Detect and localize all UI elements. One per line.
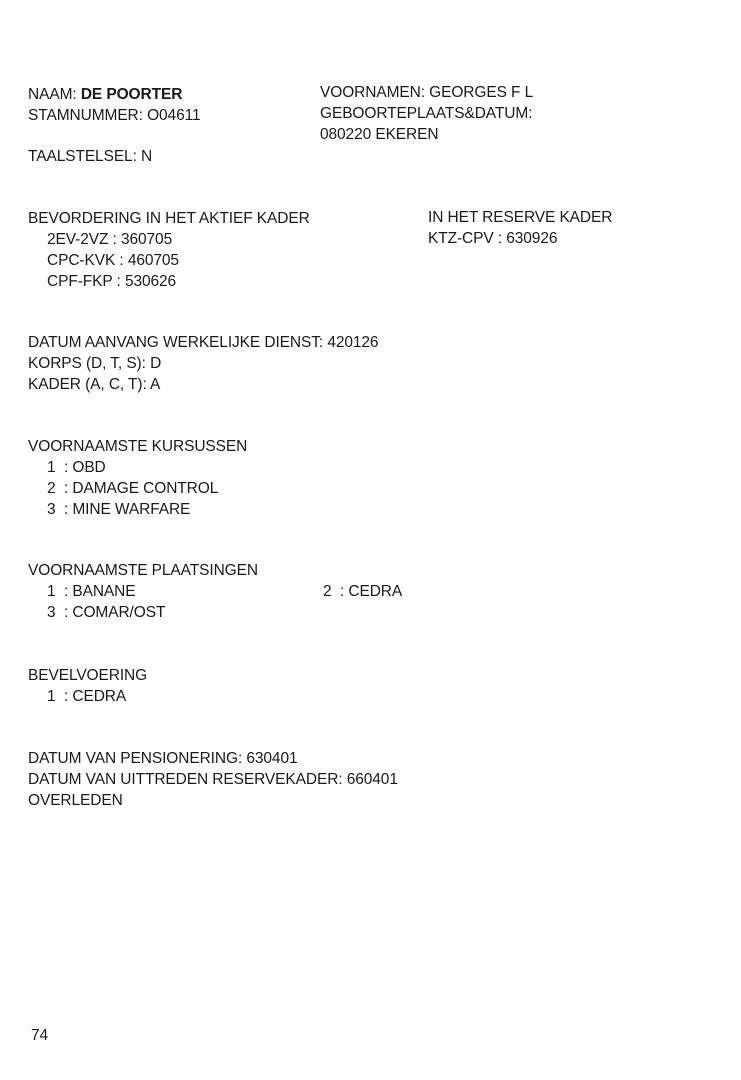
kader-label: KADER (A, C, T):	[28, 376, 147, 393]
plaatsing-num: 1	[47, 583, 56, 600]
bevelvoering-item	[47, 687, 126, 707]
aktief-rank: CPF-FKP	[47, 273, 113, 290]
aktief-item: CPF-FKP : 530626	[47, 273, 177, 290]
plaatsing-name: : COMAR/OST	[63, 604, 166, 621]
voornamen-value: GEORGES F L	[429, 84, 534, 101]
reserve-rank: KTZ-CPV	[428, 230, 494, 247]
taalstelsel-value: N	[141, 148, 153, 165]
reserve-kader-heading: IN HET RESERVE KADER	[428, 209, 613, 226]
kader-value: A	[150, 376, 161, 393]
plaatsing-name: : CEDRA	[339, 583, 403, 600]
taalstelsel-line	[28, 147, 152, 167]
korps-label: KORPS (D, T, S):	[28, 355, 146, 372]
korps-value: D	[150, 355, 162, 372]
aktief-kader-heading: BEVORDERING IN HET AKTIEF KADER	[28, 210, 310, 227]
bevelvoering-heading: BEVELVOERING	[28, 667, 148, 684]
kursus-item	[47, 500, 190, 520]
naam-line	[28, 85, 182, 105]
kursus-item	[47, 479, 218, 499]
naam-value: DE POORTER	[80, 86, 183, 103]
pensionering-line	[28, 749, 298, 769]
plaatsing-num: 2	[323, 583, 332, 600]
kursus-num: 2	[47, 480, 56, 497]
kursussen-heading: VOORNAAMSTE KURSUSSEN	[28, 438, 248, 455]
page-number: 74	[31, 1027, 49, 1044]
uittreden-line	[28, 770, 398, 790]
bevelvoering-num: 1	[47, 688, 56, 705]
bevelvoering-name: : CEDRA	[63, 688, 127, 705]
aktief-date: 460705	[127, 252, 179, 269]
kursus-num: 3	[47, 501, 56, 518]
aktief-date: 530626	[124, 273, 177, 290]
plaatsing-item	[47, 603, 165, 623]
kursus-item	[47, 458, 106, 478]
stamnummer-value: O04611	[147, 107, 201, 124]
korps-line	[28, 354, 161, 374]
naam-label: NAAM:	[28, 86, 77, 103]
aanvang-value: 420126	[327, 334, 379, 351]
kursus-name: : OBD	[63, 459, 106, 476]
plaatsingen-heading: VOORNAAMSTE PLAATSINGEN	[28, 562, 258, 579]
aktief-rank: CPC-KVK	[47, 252, 116, 269]
reserve-item: KTZ-CPV : 630926	[428, 230, 558, 247]
stamnummer-line	[28, 106, 201, 126]
overleden-text: OVERLEDEN	[28, 792, 123, 809]
aktief-date: 360705	[120, 231, 173, 248]
plaatsing-num: 3	[47, 604, 56, 621]
reserve-date: 630926	[506, 230, 558, 247]
kursus-num: 1	[47, 459, 56, 476]
plaatsing-item	[323, 582, 402, 602]
geboorte-label: GEBOORTEPLAATS&DATUM:	[320, 105, 533, 122]
kader-line	[28, 375, 160, 395]
aanvang-dienst-line	[28, 333, 378, 353]
plaatsing-item	[47, 582, 136, 602]
pensionering-value: 630401	[246, 750, 298, 767]
geboorte-value: 080220 EKEREN	[320, 126, 439, 143]
kursus-name: : DAMAGE CONTROL	[63, 480, 219, 497]
aanvang-label: DATUM AANVANG WERKELIJKE DIENST:	[28, 334, 324, 351]
aktief-item: CPC-KVK : 460705	[47, 252, 179, 269]
plaatsing-name: : BANANE	[63, 583, 136, 600]
stamnummer-label: STAMNUMMER:	[28, 107, 143, 124]
aktief-rank: 2EV-2VZ	[47, 231, 109, 248]
voornamen-line	[320, 83, 533, 103]
aktief-item: 2EV-2VZ : 360705	[47, 231, 173, 248]
voornamen-label: VOORNAMEN:	[320, 84, 425, 101]
pensionering-label: DATUM VAN PENSIONERING:	[28, 750, 243, 767]
kursus-name: : MINE WARFARE	[63, 501, 191, 518]
uittreden-value: 660401	[346, 771, 398, 788]
uittreden-label: DATUM VAN UITTREDEN RESERVEKADER:	[28, 771, 343, 788]
taalstelsel-label: TAALSTELSEL:	[28, 148, 137, 165]
